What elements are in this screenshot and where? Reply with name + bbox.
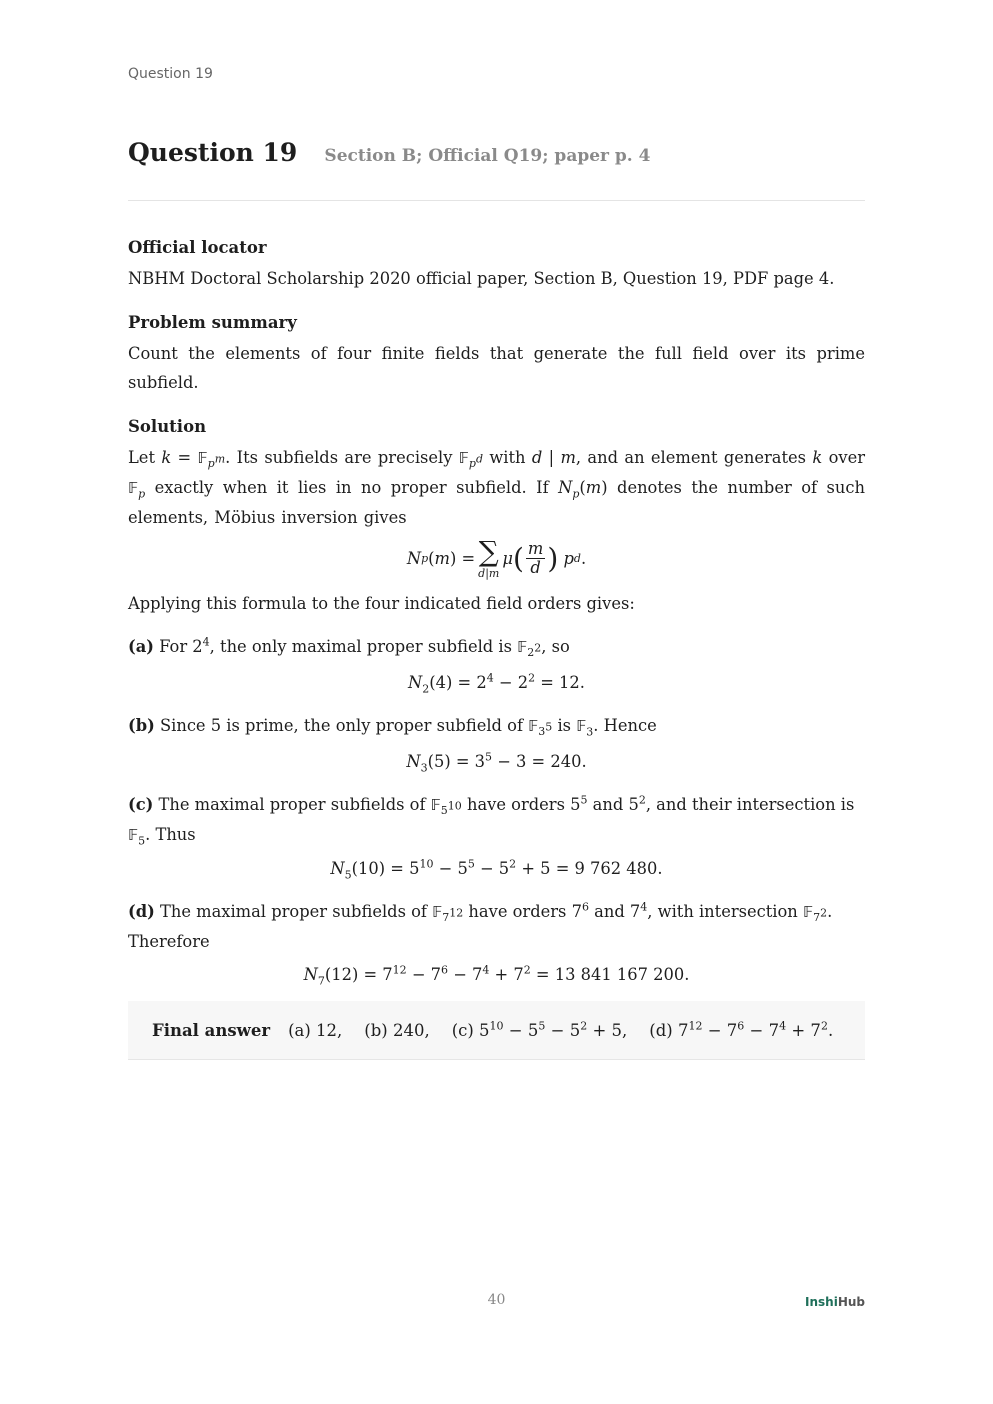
brand-logo bbox=[805, 1295, 865, 1309]
part-c: (c) The maximal proper subfields of 𝔽$_{5^{10}}$ have orders $5^5$ and $5^2$, and their intersection is 𝔽$_5$. Thus $N_5(10) = 5^{10} - 5^5 - 5^2 + 5 = 9$ 762 480. bbox=[128, 790, 865, 883]
final-answer-box bbox=[128, 1001, 865, 1060]
final-answer-d: (d) $7^{12} - 7^6 - 7^4 + 7^2$. bbox=[649, 1019, 834, 1040]
locator-heading: Official locator bbox=[128, 238, 267, 257]
final-answer-b: (b) 240, bbox=[364, 1020, 430, 1040]
brand-part-1: Inshi bbox=[805, 1295, 838, 1309]
final-answer-a: (a) 12, bbox=[288, 1020, 343, 1040]
part-d-equation: $N_7(12) = 7^{12} - 7^6 - 7^4 + 7^2 = 13$ 841 167 200. bbox=[303, 963, 690, 988]
title-divider bbox=[128, 200, 865, 201]
solution-paragraph: Let k = 𝔽$_{p^m}$. Its subfields are precisely 𝔽$_{p^d}$ with d | m, and an element generates k over 𝔽$_p$ exactly when it lies in no proper subfield. If $N_p(m)$ denotes the number of such elements, Möbius inversion gives bbox=[128, 448, 866, 527]
brand-part-2: Hub bbox=[837, 1295, 865, 1309]
part-d: (d) The maximal proper subfields of 𝔽$_{7^{12}}$ have orders $7^6$ and $7^4$, with intersection 𝔽$_{7^2}$. Therefore $N_7(12) = 7^{12} - 7^6 - 7^4 + 7^2 = 13$ 841 167 200. bbox=[128, 897, 865, 989]
page-title: Question 19 bbox=[128, 138, 298, 167]
mobius-formula: N p ( m ) = ∑ d|m μ ( $\frac{m}{d}$ ) p d . bbox=[406, 535, 587, 580]
title-row bbox=[128, 138, 650, 167]
content bbox=[128, 233, 865, 993]
part-c-equation: $N_5(10) = 5^{10} - 5^5 - 5^2 + 5 = 9$ 762 480. bbox=[330, 857, 663, 882]
final-answer-label: Final answer bbox=[152, 1020, 271, 1040]
running-head: Question 19 bbox=[128, 66, 213, 82]
locator-text: NBHM Doctoral Scholarship 2020 official paper, Section B, Question 19, PDF page 4. bbox=[128, 269, 835, 288]
page-number: 40 bbox=[487, 1292, 506, 1308]
part-b-equation: $N_3(5) = 3^5 - 3 = 240$. bbox=[406, 750, 587, 775]
summary-text: Count the elements of four finite fields that generate the full field over its prime subfield. bbox=[128, 344, 865, 392]
part-b: (b) Since 5 is prime, the only proper subfield of 𝔽$_{3^5}$ is 𝔽$_3$. Hence $N_3(5) = 3^5 - 3 = 240$. bbox=[128, 711, 865, 776]
solution-intro: Applying this formula to the four indicated field orders gives: bbox=[128, 594, 635, 613]
part-b-label: (b) bbox=[128, 716, 155, 735]
solution-heading: Solution bbox=[128, 417, 207, 436]
final-answer-c: (c) $5^{10} - 5^5 - 5^2 + 5$, bbox=[451, 1019, 628, 1040]
page-subtitle: Section B; Official Q19; paper p. 4 bbox=[324, 146, 651, 166]
part-a: (a) For $2^4$, the only maximal proper subfield is 𝔽$_{2^2}$, so $N_2(4) = 2^4 - 2^2 = 12$. bbox=[128, 632, 865, 697]
part-a-equation: $N_2(4) = 2^4 - 2^2 = 12$. bbox=[408, 671, 585, 696]
part-a-label: (a) bbox=[128, 637, 154, 656]
summary-heading: Problem summary bbox=[128, 313, 297, 332]
part-d-label: (d) bbox=[128, 902, 155, 921]
part-c-label: (c) bbox=[128, 795, 154, 814]
